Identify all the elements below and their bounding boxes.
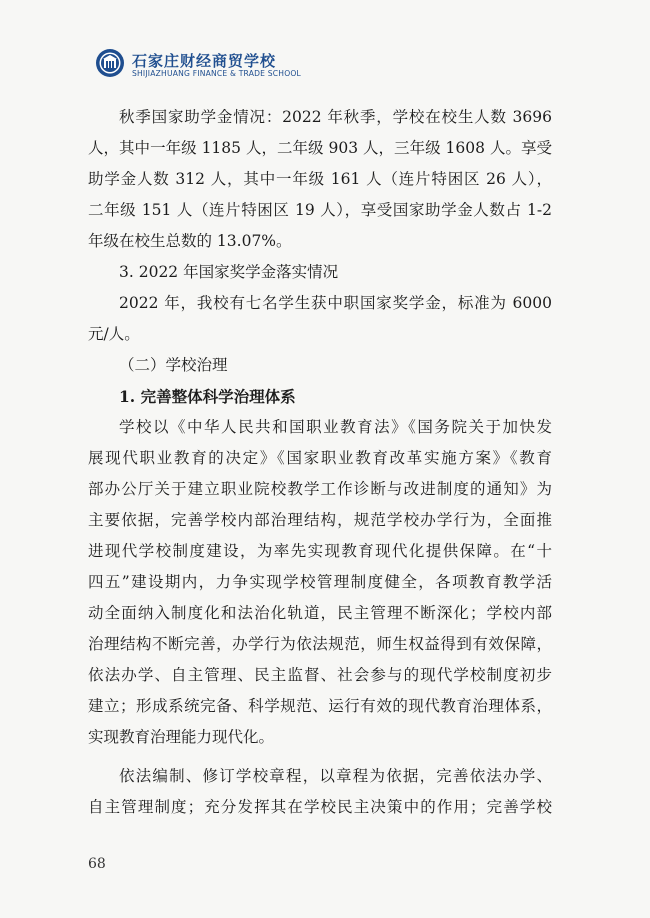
text-line: 年级在校生总数的 13.07%。 [88,232,292,250]
text-line: 元/人。 [88,325,140,343]
text-line: 四五”建设期内，力争实现学校管理制度健全，各项教育教学活 [88,573,552,591]
text-line: 主要依据，完善学校内部治理结构，规范学校办学行为，全面推 [88,511,552,529]
text-line: 依法编制、修订学校章程，以章程为依据，完善依法办学、 [119,767,552,785]
text-line: 治理结构不断完善，办学行为依法规范，师生权益得到有效保障， [88,635,552,653]
page-header [95,48,395,82]
school-name-cn: 石家庄财经商贸学校 [132,52,277,70]
section-heading-governance: （二）学校治理 [119,356,228,374]
paragraph-charter [88,761,552,823]
school-emblem-icon [95,48,125,78]
text-line: 动全面纳入制度化和法治化轨道，民主管理不断深化；学校内部 [88,604,552,622]
paragraph-scholarship [88,288,552,350]
text-line: 部办公厅关于建立职业院校教学工作诊断与改进制度的通知》为 [88,480,552,498]
paragraph-autumn-grant [88,102,552,257]
document-body [88,102,552,823]
text-line: 进现代学校制度建设，为率先实现教育现代化提供保障。在“十 [88,542,552,560]
text-line: 建立；形成系统完备、科学规范、运行有效的现代教育治理体系， [88,697,552,715]
subheading-governance-system: 1. 完善整体科学治理体系 [119,387,296,406]
text-line: 学校以《中华人民共和国职业教育法》《国务院关于加快发 [119,418,552,436]
paragraph-governance [88,412,552,753]
page-number: 68 [88,856,106,872]
text-line: 2022 年，我校有七名学生获中职国家奖学金，标准为 6000 [119,294,552,312]
text-line: 实现教育治理能力现代化。 [88,728,275,746]
school-name-en: SHIJIAZHUANG FINANCE & TRADE SCHOOL [132,69,301,78]
text-line: 人，其中一年级 1185 人，二年级 903 人，三年级 1608 人。享受 [88,139,552,157]
text-line: 依法办学、自主管理、民主监督、社会参与的现代学校制度初步 [88,666,552,684]
text-line: 秋季国家助学金情况：2022 年秋季，学校在校生人数 3696 [119,108,552,126]
heading-scholarship: 3. 2022 年国家奖学金落实情况 [119,263,339,281]
text-line: 二年级 151 人（连片特困区 19 人），享受国家助学金人数占 1-2 [88,201,552,219]
text-line: 展现代职业教育的决定》《国家职业教育改革实施方案》《教育 [88,449,552,467]
text-line: 助学金人数 312 人，其中一年级 161 人（连片特困区 26 人）， [88,170,552,188]
text-line: 自主管理制度；充分发挥其在学校民主决策中的作用；完善学校 [88,798,552,816]
